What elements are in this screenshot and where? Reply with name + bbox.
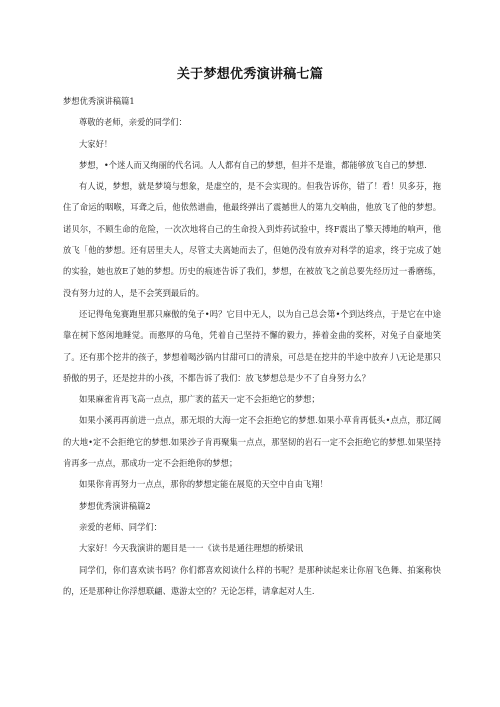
body-paragraph: 如果小溪再再前进一点点，那无垠的大海一定不会拒绝它的梦想.如果小草肯再低头•点点，那辽阔的大地•定不会拒绝它的梦想.如果沙子肯再聚集一点点，那坚韧的岩石一定不会拒绝它的梦想.如果坚持肯再多一点点，那成功一定不会拒绝你的梦想；: [63, 415, 441, 469]
document-body: [63, 91, 441, 602]
document-title: 关于梦想优秀演讲稿七篇: [176, 67, 324, 82]
salutation: 亲爱的老师、同学们：: [79, 521, 162, 532]
section-heading-2: 梦想优秀演讲稿篇2: [79, 500, 151, 511]
body-paragraph: 梦想，•个迷人而又绚丽的代名词。人人都有自己的梦想，但并不是谁，都能够放飞自己的梦想.: [79, 159, 427, 170]
greeting: 大家好！: [79, 138, 113, 149]
body-paragraph: 同学们，你们喜欢读书吗？你们都喜欢阅读什么样的书呢？是那种读起来让你眉飞色舞、拍案称快的，还是那种让你浮想联翩、遨游太空的？无论怎样，请拿起对人生.: [63, 564, 441, 596]
body-paragraph: 如果麻雀肯再飞高一点点，那广袤的蓝天一定不会拒绝它的梦想；: [79, 394, 320, 405]
body-paragraph: 还记得龟兔赛跑里那只麻傲的兔子•吗？它目中无人，以为自己总会第•个到达终点，于是它在中途靠在树下悠闲地睡觉。而憨厚的乌龟，凭着自己坚持不懈的毅力，捧着金曲的奖杯，对兔子自豪地笑了。还有那个挖井的孩子，梦想着喝沙锅内甘甜可口的清泉，可总是在挖井的半途中放弃丿\无论是那只骄傲的男子，还是挖井的小孩，不都告诉了我们：放飞梦想总是少不了自身努力么？: [63, 308, 441, 383]
body-paragraph: 有人说，梦想，就是梦境与想象，是虚空的，是不会实现的。但我告诉你，错了！看！贝多芬，拖住了命运的咽喉，耳聋之后，他依然谱曲，他最终弹出了震撼世人的第九交响曲，他放飞了他的梦想。诺贝尔，不顾生命的危险，一次次地将自己的生命投入到炸药试验中，终F震出了擎天搏地的响声，他放飞「他的梦想。还有居里夫人，尽管丈夫离她而去了，但她仍没有放弃对科学的追求，终于完成了她的实验，她也放E了她的梦想。历史的痕迹告诉了我们，梦想，在被放飞之前总要先经历过一番磨练，没有努力过的人，是不会笑到最后的。: [63, 181, 441, 298]
section-heading-1: 梦想优秀演讲稿篇1: [63, 96, 135, 106]
body-paragraph: 如果你肯再努力一点点，那你的梦想定能在展览的天空中自由飞翔！: [79, 479, 328, 490]
body-paragraph: 大家好！今天我演讲的题目是一一《读书是通往理想的桥梁讯: [79, 543, 304, 554]
salutation: 尊敬的老师，亲爱的同学们：: [79, 117, 187, 128]
